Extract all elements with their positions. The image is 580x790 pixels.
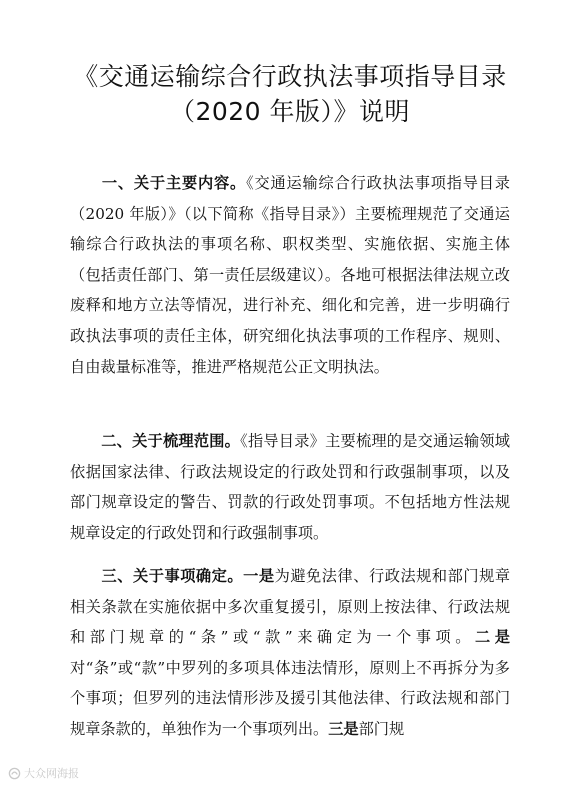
section-heading: 二、关于梳理范围。: [101, 432, 241, 450]
section-heading: 三、关于事项确定。: [101, 567, 244, 585]
logo-icon: [8, 767, 21, 780]
point-marker-1: 一是: [243, 567, 275, 585]
point-body-3: 部门规: [358, 719, 405, 738]
point-marker-3: 三是: [328, 719, 359, 738]
section-body: 《交通运输综合行政执法事项指导目录（2020 年版）》（以下简称《指导目录》）主要梳理规范了交通运输综合行政执法的事项名称、职权类型、实施依据、实施主体（包括责任部门、第一责任层级建议）。各地可根据法律法规立改废释和地方立法等情况，进行补充、细化和完善，进一步明确行政执法事项的责任主体，研究细化执法事项的工作程序、规则、自由裁量标准等，推进严格规范公正文明执法。: [70, 174, 510, 376]
point-body-1: 为避免法律、行政法规和部门规章相关条款在实施依据中多次重复援引，原则上按法律、行政法规和部门规章的“条”或“款”来确定为一个事项。: [70, 567, 511, 647]
section-item-determination: [70, 561, 510, 745]
section-main-content: [70, 168, 510, 382]
watermark-text: 大众网海报: [24, 767, 79, 780]
section-body: 《指导目录》主要梳理的是交通运输领域依据国家法律、行政法规设定的行政处罚和行政强制事项，以及部门规章设定的警告、罚款的行政处罚事项。不包括地方性法规规章设定的行政处罚和行政强制事项。: [70, 432, 510, 542]
point-body-2: 对“条”或“款”中罗列的多项具体违法情形，原则上不再拆分为多个事项；但罗列的违法情形涉及援引其他法律、行政法规和部门规章条款的，单独作为一个事项列出。: [70, 658, 510, 738]
point-marker-2: 二是: [475, 628, 510, 647]
section-scope: [70, 426, 510, 548]
document-title-line-2: （2020 年版）》说明: [169, 97, 411, 126]
watermark: [8, 765, 79, 781]
section-heading: 一、关于主要内容。: [101, 174, 247, 192]
document-title-line-1: 《交通运输综合行政执法事项指导目录: [73, 62, 507, 91]
